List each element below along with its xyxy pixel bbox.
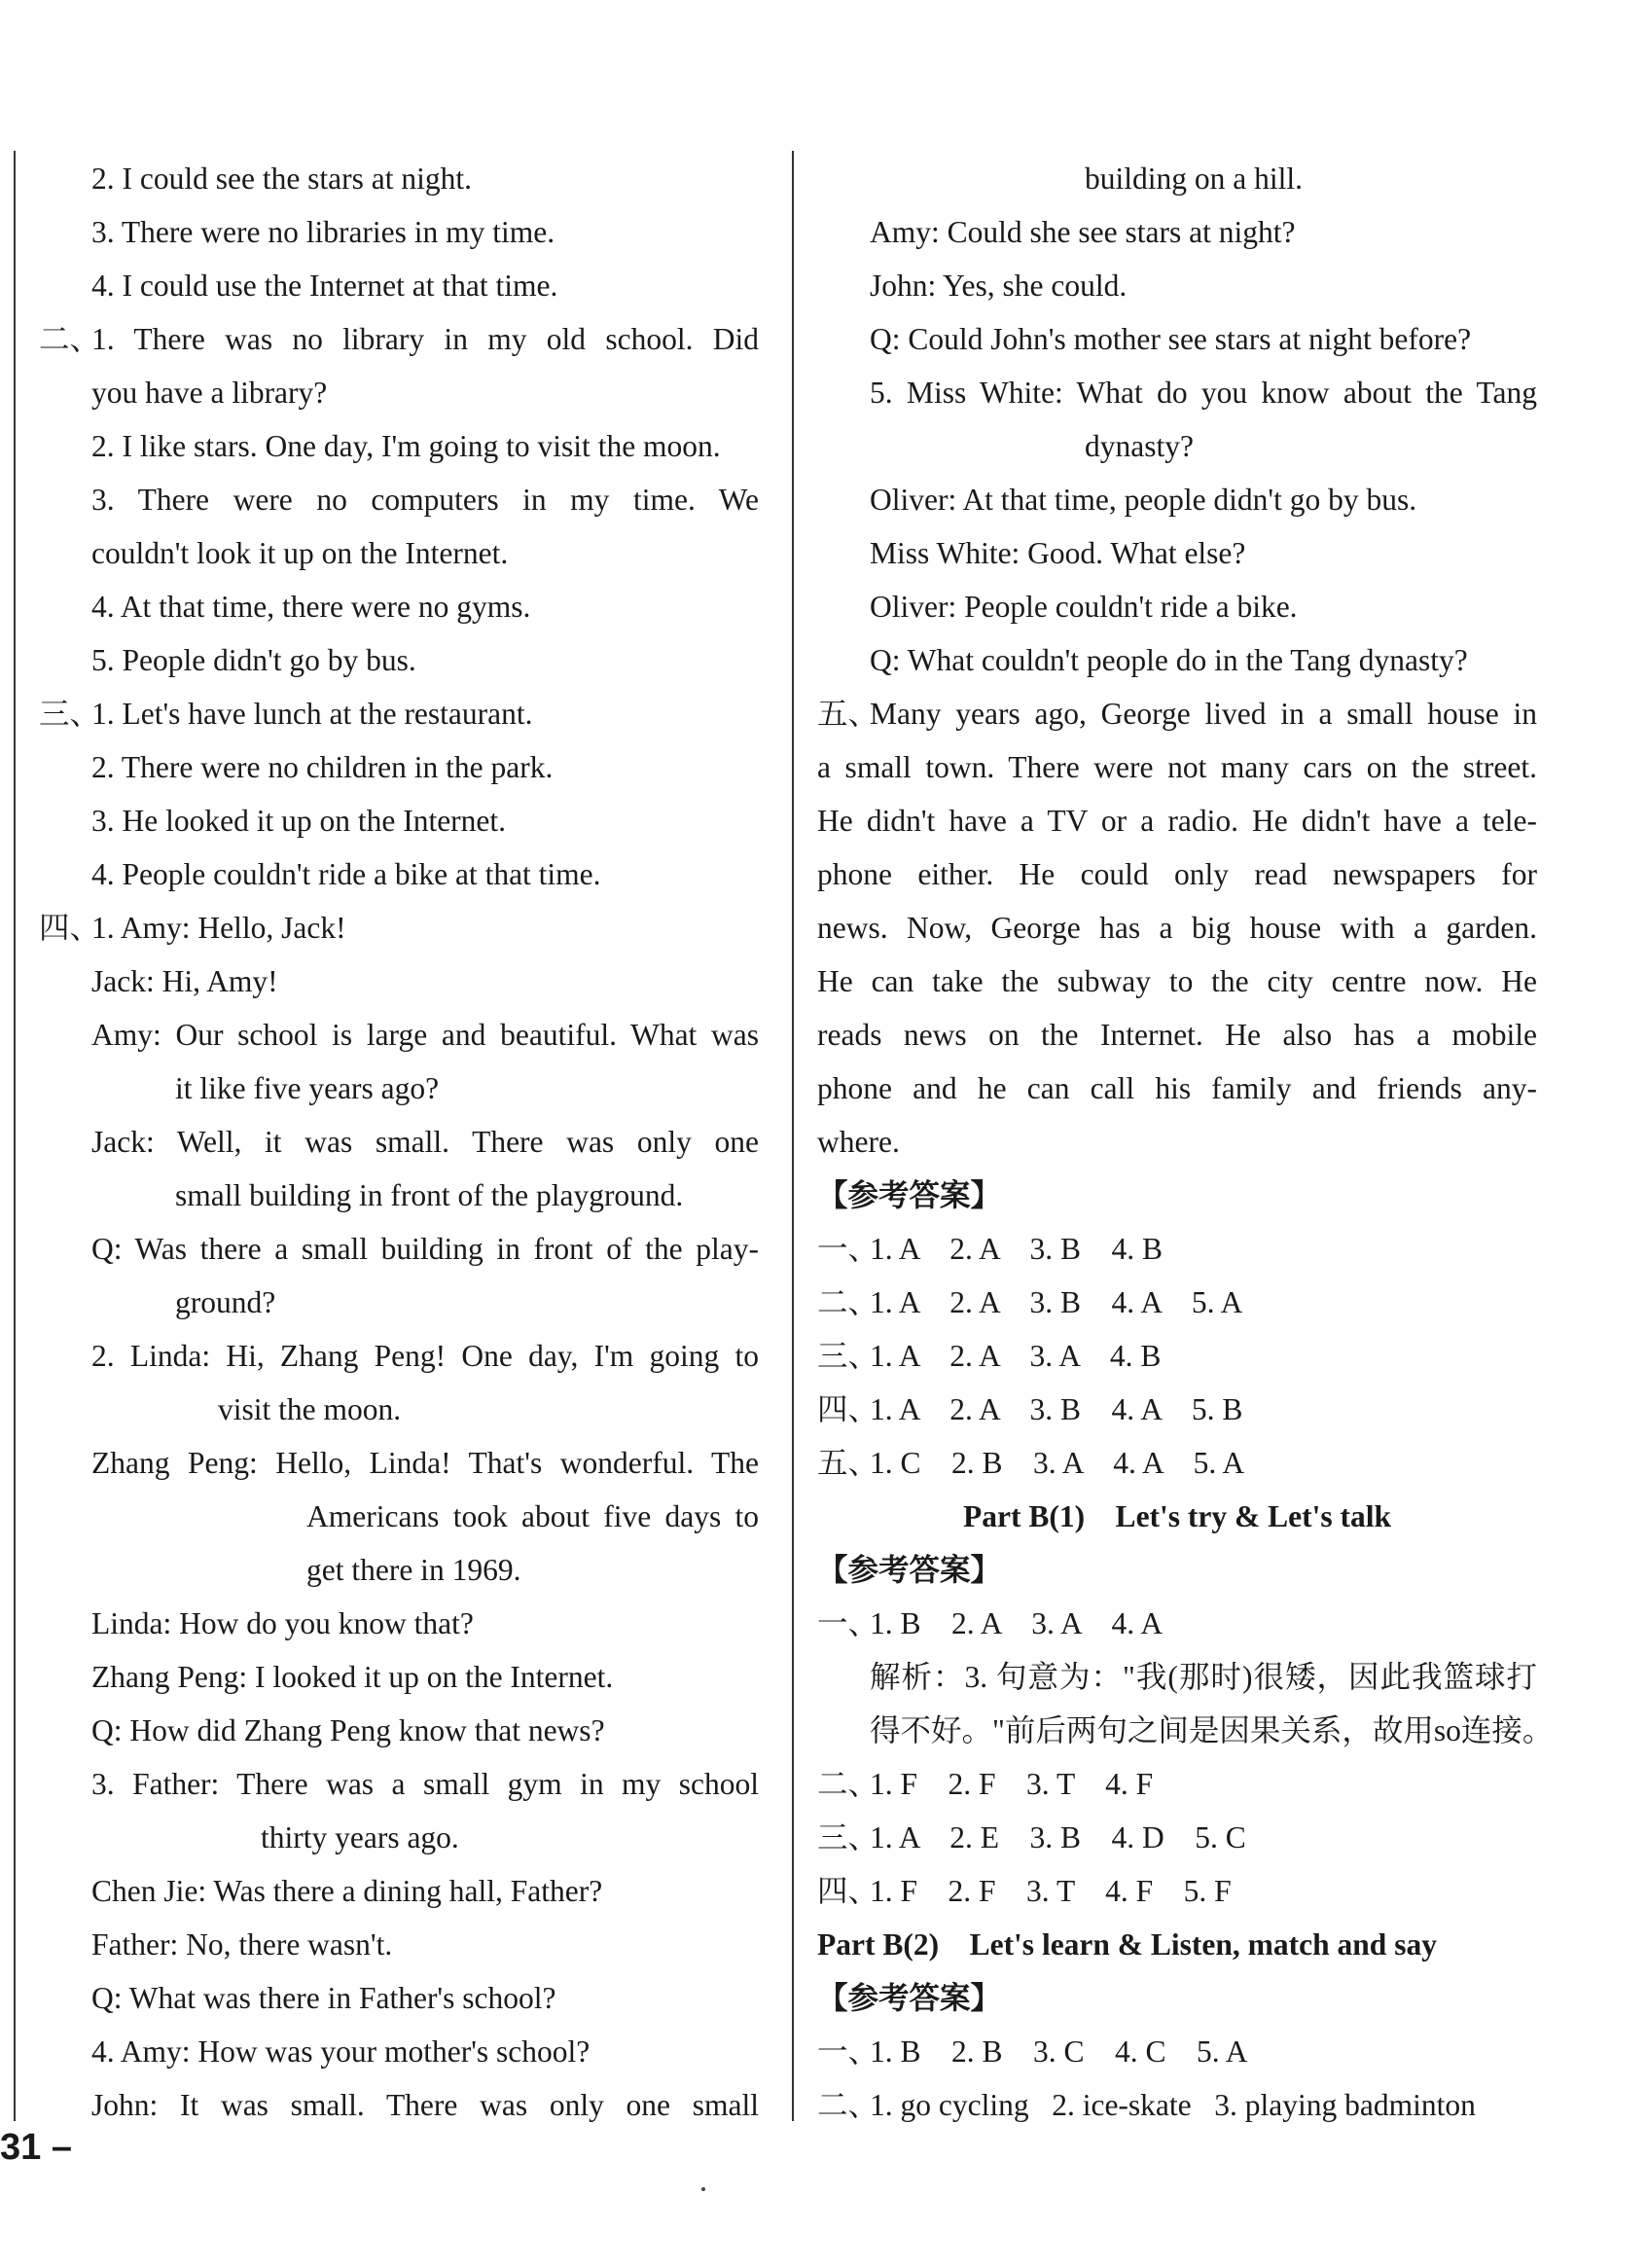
line-text: 1. go cycling 2. ice-skate 3. playing badminton xyxy=(870,2088,1476,2122)
right-line xyxy=(817,1276,1537,1329)
left-line xyxy=(39,366,759,419)
right-line xyxy=(817,1436,1537,1490)
line-text: 3. He looked it up on the Internet. xyxy=(91,804,507,838)
line-text: 1. A 2. A 3. B 4. A 5. A xyxy=(870,1285,1243,1319)
right-line xyxy=(817,794,1537,847)
left-line xyxy=(39,1383,759,1436)
section-marker: 三、 xyxy=(817,1339,879,1373)
right-line xyxy=(817,259,1537,312)
line-text: dynasty? xyxy=(1085,429,1194,463)
left-line xyxy=(39,205,759,259)
line-text: couldn't look it up on the Internet. xyxy=(91,536,509,570)
left-margin-rule xyxy=(14,151,16,2121)
right-line xyxy=(817,1490,1537,1543)
section-marker: 二、 xyxy=(817,2088,879,2122)
line-text: Part B(2) Let's learn & Listen, match and say xyxy=(817,1927,1437,1962)
right-line xyxy=(817,419,1537,473)
left-line xyxy=(39,740,759,794)
line-text: 1. C 2. B 3. A 4. A 5. A xyxy=(870,1446,1245,1480)
right-line xyxy=(817,901,1537,954)
section-marker: 三、 xyxy=(817,1820,879,1854)
line-text: 【参考答案】 xyxy=(817,1178,1002,1212)
line-text: Oliver: People couldn't ride a bike. xyxy=(870,590,1298,624)
line-text: Q: What was there in Father's school? xyxy=(91,1981,556,2015)
line-text: Q: Was there a small building in front of the play- xyxy=(91,1232,759,1266)
left-line xyxy=(39,1757,759,1811)
line-text: 2. I like stars. One day, I'm going to visit the moon. xyxy=(91,429,721,463)
left-line xyxy=(39,687,759,740)
left-line xyxy=(39,1008,759,1062)
right-line xyxy=(817,473,1537,526)
line-text: 3. Father: There was a small gym in my school xyxy=(91,1767,759,1801)
right-line xyxy=(817,1008,1537,1062)
right-line xyxy=(817,1115,1537,1169)
section-marker: 四、 xyxy=(39,911,101,945)
left-line xyxy=(39,312,759,366)
right-line xyxy=(817,2078,1537,2132)
right-line xyxy=(817,205,1537,259)
line-text: phone and he can call his family and friends any- xyxy=(817,1071,1537,1105)
left-line xyxy=(39,1811,759,1864)
line-text: you have a library? xyxy=(91,376,328,410)
left-line xyxy=(39,1436,759,1490)
right-line xyxy=(817,1650,1537,1704)
line-text: Zhang Peng: Hello, Linda! That's wonderful. The xyxy=(91,1446,759,1480)
left-line xyxy=(39,2025,759,2078)
right-column xyxy=(817,152,1554,2132)
right-line xyxy=(817,1864,1537,1918)
left-line xyxy=(39,1169,759,1222)
right-line xyxy=(817,1918,1537,1971)
right-line xyxy=(817,1704,1554,1757)
left-line xyxy=(39,419,759,473)
line-text: phone either. He could only read newspapers for xyxy=(817,857,1537,891)
line-text: 【参考答案】 xyxy=(817,1981,1002,2015)
section-marker: 一、 xyxy=(817,1606,879,1640)
right-line xyxy=(817,580,1537,633)
left-line xyxy=(39,1543,759,1597)
line-text: 5. Miss White: What do you know about the Tang xyxy=(870,376,1537,410)
line-text: where. xyxy=(817,1125,900,1159)
left-line xyxy=(39,1490,759,1543)
line-text: Father: No, there wasn't. xyxy=(91,1927,393,1962)
line-text: 【参考答案】 xyxy=(817,1553,1002,1587)
line-text: 2. There were no children in the park. xyxy=(91,750,554,784)
line-text: 1. A 2. A 3. A 4. B xyxy=(870,1339,1162,1373)
line-text: Jack: Well, it was small. There was only one xyxy=(91,1125,759,1159)
line-text: 2. I could see the stars at night. xyxy=(91,162,473,196)
line-text: Oliver: At that time, people didn't go by bus. xyxy=(870,483,1417,517)
left-line xyxy=(39,847,759,901)
left-line xyxy=(39,1704,759,1757)
section-marker: 五、 xyxy=(817,697,879,731)
section-marker: 四、 xyxy=(817,1874,879,1908)
line-text: small building in front of the playground. xyxy=(175,1178,684,1212)
line-text: 1. A 2. A 3. B 4. B xyxy=(870,1232,1164,1266)
line-text: 1. F 2. F 3. T 4. F 5. F xyxy=(870,1874,1232,1908)
page-number: 31 – xyxy=(0,2127,72,2168)
left-column xyxy=(39,152,759,2132)
left-line xyxy=(39,901,759,954)
line-text: Miss White: Good. What else? xyxy=(870,536,1246,570)
left-line xyxy=(39,259,759,312)
left-line xyxy=(39,152,759,205)
left-line xyxy=(39,1115,759,1169)
right-line xyxy=(817,633,1537,687)
line-text: get there in 1969. xyxy=(306,1553,521,1587)
right-line xyxy=(817,366,1537,419)
right-line xyxy=(817,1222,1537,1276)
right-line xyxy=(817,1062,1537,1115)
right-line xyxy=(817,740,1537,794)
line-text: 1. B 2. A 3. A 4. A xyxy=(870,1606,1164,1640)
right-line xyxy=(817,1543,1537,1597)
left-line xyxy=(39,1864,759,1918)
left-line xyxy=(39,1650,759,1704)
right-line xyxy=(817,1329,1537,1383)
line-text: 2. Linda: Hi, Zhang Peng! One day, I'm going to xyxy=(91,1339,759,1373)
line-text: Amy: Our school is large and beautiful. What was xyxy=(91,1018,759,1052)
line-text: 3. There were no libraries in my time. xyxy=(91,215,555,249)
right-line xyxy=(817,1383,1537,1436)
section-marker: 四、 xyxy=(817,1392,879,1426)
line-text: Chen Jie: Was there a dining hall, Father? xyxy=(91,1874,603,1908)
line-text: thirty years ago. xyxy=(261,1820,459,1854)
right-line xyxy=(817,1757,1537,1811)
line-text: Linda: How do you know that? xyxy=(91,1606,474,1640)
right-line xyxy=(817,1169,1537,1222)
right-line xyxy=(817,526,1537,580)
left-line xyxy=(39,1597,759,1650)
section-marker: 二、 xyxy=(817,1767,879,1801)
line-text: 4. Amy: How was your mother's school? xyxy=(91,2034,591,2069)
line-text: Part B(1) Let's try & Let's talk xyxy=(962,1499,1392,1533)
line-text: 4. At that time, there were no gyms. xyxy=(91,590,531,624)
left-line xyxy=(39,473,759,526)
line-text: 3. There were no computers in my time. We xyxy=(91,483,759,517)
line-text: Many years ago, George lived in a small house in xyxy=(870,697,1537,731)
line-text: He didn't have a TV or a radio. He didn't have a tele- xyxy=(817,804,1537,838)
left-line xyxy=(39,2078,759,2132)
line-text: 1. A 2. E 3. B 4. D 5. C xyxy=(870,1820,1246,1854)
line-text: it like five years ago? xyxy=(175,1071,440,1105)
line-text: 4. I could use the Internet at that time. xyxy=(91,269,558,303)
line-text: 得不好。"前后两句之间是因果关系，故用so连接。 xyxy=(870,1713,1554,1747)
line-text: He can take the subway to the city centre now. He xyxy=(817,964,1537,998)
line-text: 5. People didn't go by bus. xyxy=(91,643,416,677)
section-marker: 二、 xyxy=(39,322,101,356)
line-text: 1. B 2. B 3. C 4. C 5. A xyxy=(870,2034,1248,2069)
line-text: Americans took about five days to xyxy=(306,1499,759,1533)
line-text: visit the moon. xyxy=(218,1392,402,1426)
line-text: ground? xyxy=(175,1285,276,1319)
left-line xyxy=(39,1222,759,1276)
right-line xyxy=(817,954,1537,1008)
line-text: Jack: Hi, Amy! xyxy=(91,964,278,998)
right-line xyxy=(817,152,1537,205)
left-line xyxy=(39,633,759,687)
line-text: Q: What couldn't people do in the Tang dynasty? xyxy=(870,643,1468,677)
left-line xyxy=(39,794,759,847)
line-text: reads news on the Internet. He also has a mobile xyxy=(817,1018,1537,1052)
left-line xyxy=(39,1329,759,1383)
left-line xyxy=(39,1062,759,1115)
section-marker: 三、 xyxy=(39,697,101,731)
left-line xyxy=(39,580,759,633)
line-text: a small town. There were not many cars on the street. xyxy=(817,750,1537,784)
line-text: Q: Could John's mother see stars at night before? xyxy=(870,322,1472,356)
right-line xyxy=(817,1811,1537,1864)
line-text: 1. Let's have lunch at the restaurant. xyxy=(91,697,533,731)
left-line xyxy=(39,1918,759,1971)
left-line xyxy=(39,526,759,580)
line-text: John: It was small. There was only one small xyxy=(91,2088,759,2122)
right-line xyxy=(817,2025,1537,2078)
right-line xyxy=(817,1971,1537,2025)
line-text: 4. People couldn't ride a bike at that time. xyxy=(91,857,601,891)
right-line xyxy=(817,687,1537,740)
section-marker: 一、 xyxy=(817,2034,879,2069)
line-text: 1. Amy: Hello, Jack! xyxy=(91,911,346,945)
line-text: news. Now, George has a big house with a garden. xyxy=(817,911,1537,945)
right-line xyxy=(817,1597,1537,1650)
section-marker: 一、 xyxy=(817,1232,879,1266)
line-text: Amy: Could she see stars at night? xyxy=(870,215,1296,249)
left-line xyxy=(39,954,759,1008)
line-text: Q: How did Zhang Peng know that news? xyxy=(91,1713,605,1747)
section-marker: 二、 xyxy=(817,1285,879,1319)
right-line xyxy=(817,847,1537,901)
section-marker: 五、 xyxy=(817,1446,879,1480)
line-text: John: Yes, she could. xyxy=(870,269,1128,303)
line-text: Zhang Peng: I looked it up on the Internet. xyxy=(91,1660,614,1694)
line-text: 解析：3. 句意为："我(那时)很矮，因此我篮球打 xyxy=(870,1660,1537,1694)
right-line xyxy=(817,312,1537,366)
line-text: 1. There was no library in my old school. Did xyxy=(91,322,759,356)
left-line xyxy=(39,1276,759,1329)
print-dot xyxy=(701,2187,705,2191)
left-line xyxy=(39,1971,759,2025)
line-text: building on a hill. xyxy=(1085,162,1303,196)
column-divider xyxy=(792,151,794,2121)
line-text: 1. F 2. F 3. T 4. F xyxy=(870,1767,1154,1801)
line-text: 1. A 2. A 3. B 4. A 5. B xyxy=(870,1392,1243,1426)
